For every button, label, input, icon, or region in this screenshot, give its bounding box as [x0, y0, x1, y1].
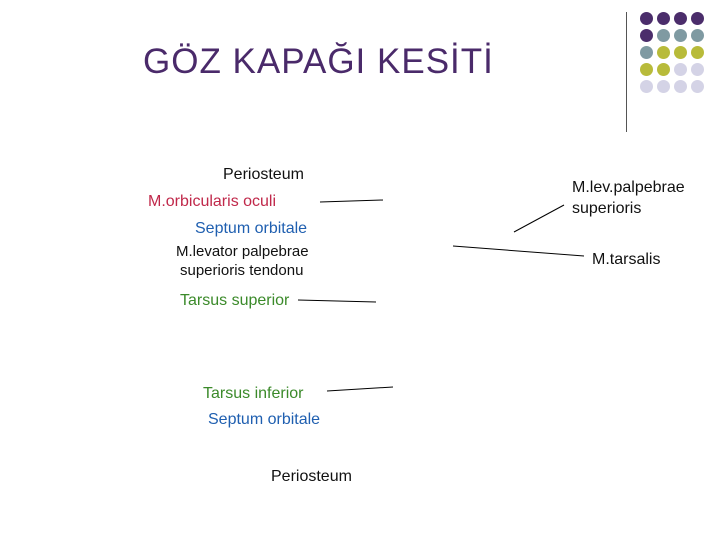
leader-line-tarsus-superior [298, 300, 376, 302]
leader-line-tarsalis [453, 246, 584, 256]
label-orbicularis-oculi: M.orbicularis oculi [148, 193, 277, 210]
leader-line-lev-palpebrae [514, 205, 564, 232]
label-lev-palpebrae-line1: M.lev.palpebrae [572, 179, 685, 196]
leader-line-orbicularis [320, 200, 383, 202]
label-levator-tendon-line1: M.levator palpebrae [176, 243, 309, 260]
page-title: GÖZ KAPAĞI KESİTİ [143, 42, 494, 81]
label-tarsus-inferior: Tarsus inferior [203, 385, 304, 402]
label-levator-tendon-line2: superioris tendonu [180, 262, 304, 279]
label-tarsus-superior: Tarsus superior [180, 292, 290, 309]
label-periosteum-top: Periosteum [223, 166, 304, 183]
label-septum-orbitale-bottom: Septum orbitale [208, 411, 321, 428]
leader-line-tarsus-inferior [327, 387, 393, 391]
label-periosteum-bottom: Periosteum [271, 468, 352, 485]
label-lev-palpebrae-line2: superioris [572, 200, 642, 217]
label-tarsalis: M.tarsalis [592, 251, 661, 268]
label-septum-orbitale-top: Septum orbitale [195, 220, 308, 237]
